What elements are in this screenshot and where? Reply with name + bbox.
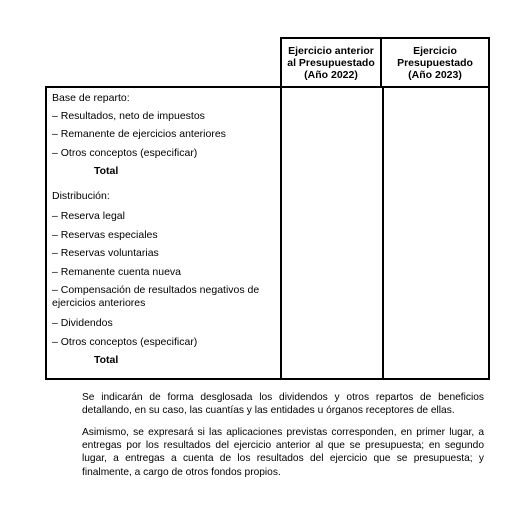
row-remanente-anteriores: – Remanente de ejercicios anteriores <box>52 128 226 140</box>
section-distribucion: Distribución: <box>52 190 110 202</box>
header-budget-year-line2: Presupuestado <box>397 56 473 69</box>
note-paragraph-2: Asimismo, se expresará si las aplicaciones previstas corresponden, en primer lugar, a entregas por los resultados del ejercicio anterior al que se presupuesta; en segundo lugar, a entregas a cuenta de los resultados del ejercicio que se presupuesta; y finalmente, a cargo de otros fondos propios. <box>82 427 484 478</box>
row-remanente-cuenta-nueva: – Remanente cuenta nueva <box>52 266 182 278</box>
header-previous-year <box>280 37 382 86</box>
row-otros-conceptos-2: – Otros conceptos (especificar) <box>52 336 198 348</box>
section-base-reparto: Base de reparto: <box>52 92 130 104</box>
column-divider-1 <box>280 88 282 378</box>
table-body <box>45 86 490 380</box>
header-budget-year <box>382 37 490 86</box>
distribution-table <box>45 37 490 381</box>
header-previous-year-line3: (Año 2022) <box>304 68 358 81</box>
note-paragraph-1: Se indicarán de forma desglosada los dividendos y otros repartos de beneficios detallando, en su caso, las cuantías y las entidades u órganos receptores de ellas. <box>82 392 484 417</box>
header-previous-year-line1: Ejercicio anterior <box>288 44 374 57</box>
row-resultados: – Resultados, neto de impuestos <box>52 110 205 122</box>
header-budget-year-line3: (Año 2023) <box>408 68 462 81</box>
column-divider-2 <box>382 88 384 378</box>
header-budget-year-line1: Ejercicio <box>413 44 457 57</box>
row-reservas-voluntarias: – Reservas voluntarias <box>52 247 159 259</box>
row-reservas-especiales: – Reservas especiales <box>52 229 158 241</box>
row-compensacion: – Compensación de resultados negativos de ejercicios anteriores <box>52 284 260 309</box>
row-dividendos: – Dividendos <box>52 317 113 329</box>
row-total-2: Total <box>94 354 119 366</box>
header-previous-year-line2: al Presupuestado <box>287 56 375 69</box>
row-reserva-legal: – Reserva legal <box>52 210 125 222</box>
row-otros-conceptos-1: – Otros conceptos (especificar) <box>52 147 198 159</box>
row-total-1: Total <box>94 165 119 177</box>
